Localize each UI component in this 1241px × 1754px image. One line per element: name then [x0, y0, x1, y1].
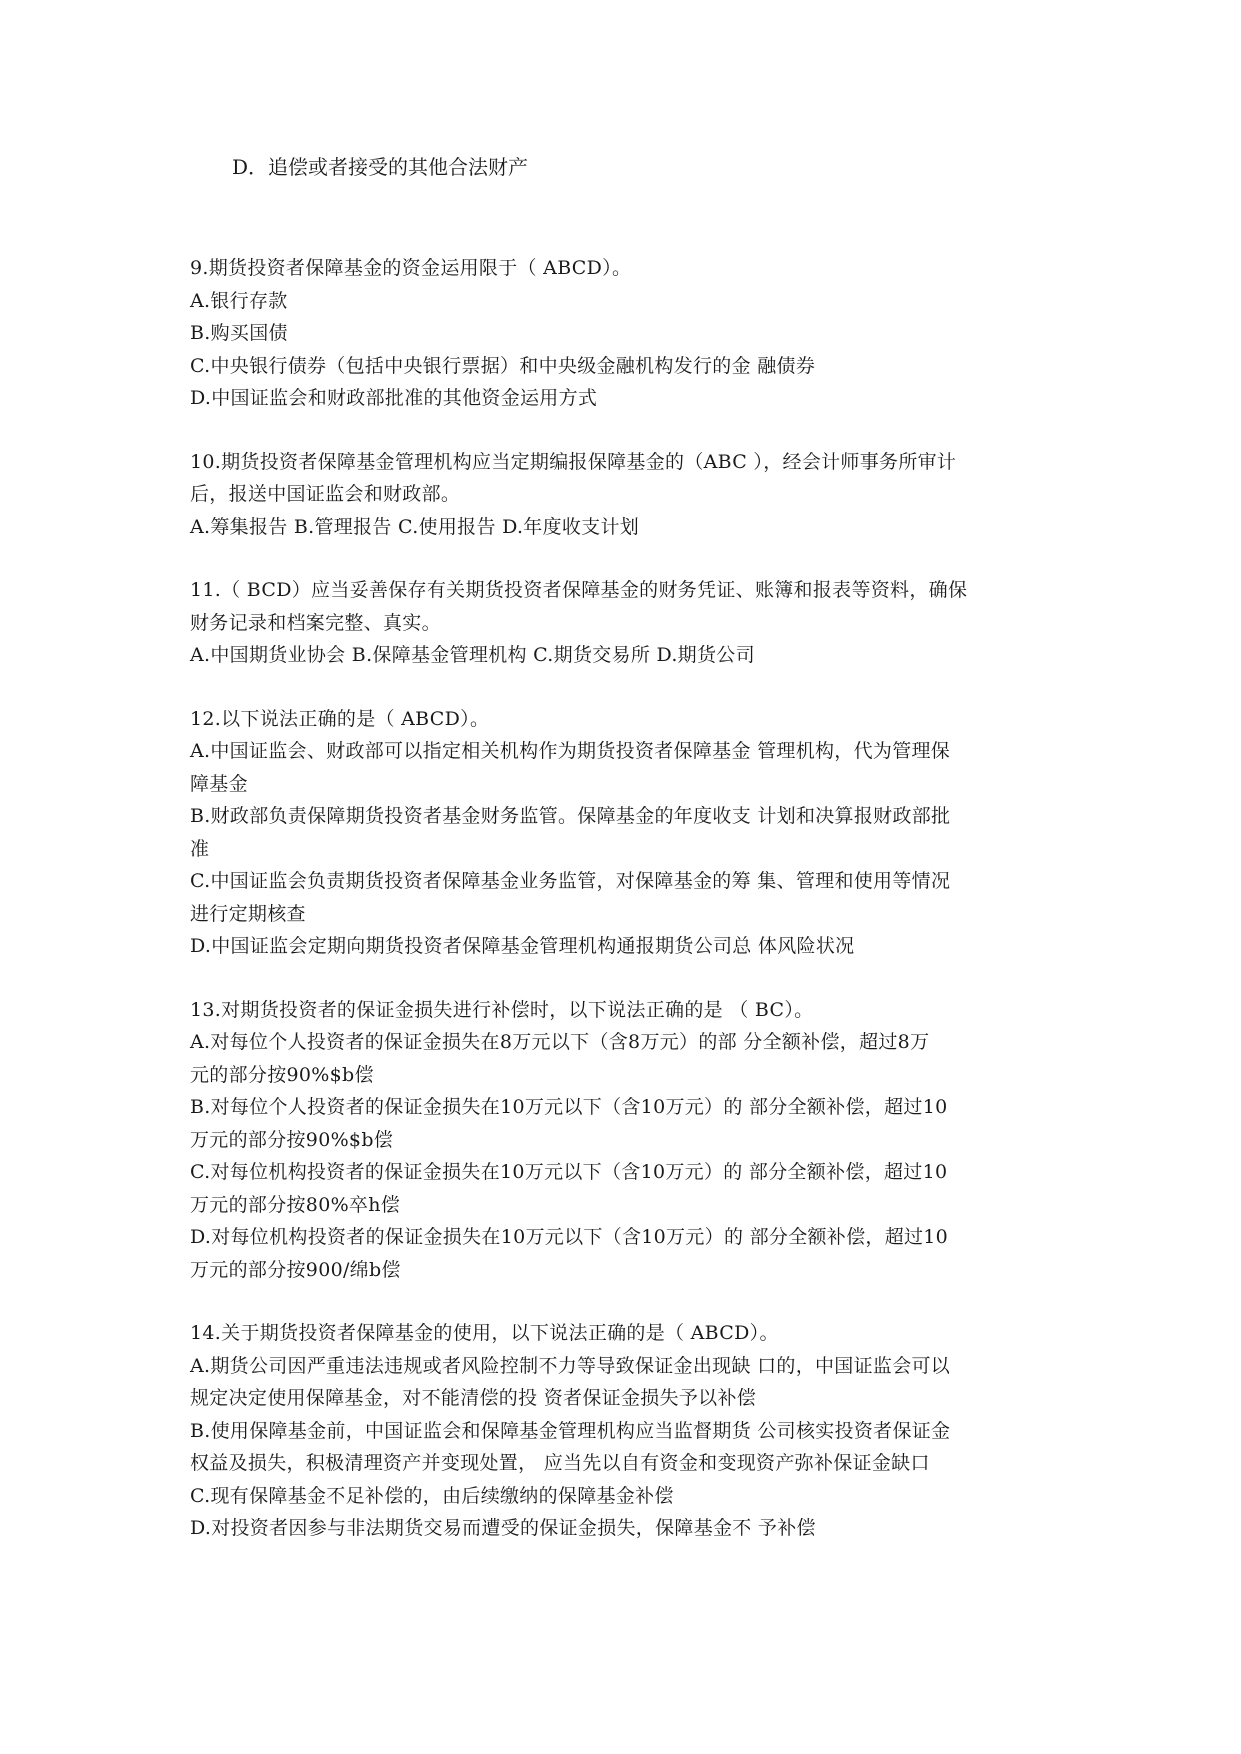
option-text: C.对每位机构投资者的保证金损失在10万元以下（含10万元）的 部分全额补偿，超过10	[190, 1161, 948, 1183]
question-text: 10.期货投资者保障基金管理机构应当定期编报保障基金的（ABC ），经会计师事务所审计	[190, 450, 957, 473]
question-block	[190, 994, 1070, 1287]
question-block	[190, 574, 1070, 672]
question-block	[190, 1317, 1070, 1545]
option-text: D.对每位机构投资者的保证金损失在10万元以下（含10万元）的 部分全额补偿，超过10	[190, 1226, 949, 1248]
option-text: 元的部分按90%$b偿	[190, 1063, 374, 1086]
option-text: B.购买国债	[190, 322, 288, 344]
option-text: 财务记录和档案完整、真实。	[190, 611, 441, 634]
option-text: 万元的部分按90%$b偿	[190, 1128, 394, 1151]
option-text: 障基金	[190, 772, 248, 795]
option-text: D.对投资者因参与非法期货交易而遭受的保证金损失，保障基金不 予补偿	[190, 1517, 816, 1539]
option-text: D.中国证监会定期向期货投资者保障基金管理机构通报期货公司总 体风险状况	[190, 935, 855, 957]
option-text: A.筹集报告 B.管理报告 C.使用报告 D.年度收支计划	[190, 515, 640, 538]
option-text: C.中国证监会负责期货投资者保障基金业务监管，对保障基金的筹 集、管理和使用等情况	[190, 870, 951, 892]
option-text: A.中国证监会、财政部可以指定相关机构作为期货投资者保障基金 管理机构，代为管理保	[190, 740, 951, 762]
option-text: A.期货公司因严重违法违规或者风险控制不力等导致保证金出现缺 口的，中国证监会可以	[190, 1354, 951, 1377]
option-text: A.对每位个人投资者的保证金损失在8万元以下（含8万元）的部 分全额补偿，超过8万	[190, 1031, 930, 1053]
option-text: 准	[190, 837, 210, 860]
question-list	[190, 252, 1070, 1576]
option-text: 权益及损失，积极清理资产并变现处置， 应当先以自有资金和变现资产弥补保证金缺口	[190, 1452, 930, 1474]
option-text: B.对每位个人投资者的保证金损失在10万元以下（含10万元）的 部分全额补偿，超过10	[190, 1096, 948, 1118]
question-text: 9.期货投资者保障基金的资金运用限于（ ABCD）。	[190, 257, 632, 279]
option-text: 后，报送中国证监会和财政部。	[190, 483, 461, 505]
option-text: 万元的部分按80%卒h偿	[190, 1193, 401, 1216]
option-text: B.财政部负责保障期货投资者基金财务监管。保障基金的年度收支 计划和决算报财政部批	[190, 805, 951, 827]
option-text: B.使用保障基金前，中国证监会和保障基金管理机构应当监督期货 公司核实投资者保证金	[190, 1419, 951, 1442]
question-block	[190, 252, 1070, 415]
option-text: 规定决定使用保障基金，对不能清偿的投 资者保证金损失予以补偿	[190, 1387, 757, 1409]
question-text: 12.以下说法正确的是（ ABCD）。	[190, 707, 490, 730]
option-text: C.现有保障基金不足补偿的，由后续缴纳的保障基金补偿	[190, 1484, 674, 1507]
question-block	[190, 446, 1070, 544]
question-text: 11.（ BCD）应当妥善保存有关期货投资者保障基金的财务凭证、账簿和报表等资料，确保	[190, 579, 968, 601]
lead-option-text: D．追偿或者接受的其他合法财产	[232, 155, 529, 179]
question-text: 13.对期货投资者的保证金损失进行补偿时，以下说法正确的是 （ BC）。	[190, 998, 814, 1021]
question-text: 14.关于期货投资者保障基金的使用，以下说法正确的是（ ABCD）。	[190, 1322, 779, 1344]
option-text: A.银行存款	[190, 289, 288, 312]
option-text: 万元的部分按900/绵b偿	[190, 1258, 401, 1281]
option-text: 进行定期核查	[190, 902, 306, 925]
question-block	[190, 703, 1070, 963]
option-text: A.中国期货业协会 B.保障基金管理机构 C.期货交易所 D.期货公司	[190, 644, 755, 666]
option-text: D.中国证监会和财政部批准的其他资金运用方式	[190, 387, 598, 409]
option-text: C.中央银行债券（包括中央银行票据）和中央级金融机构发行的金 融债券	[190, 354, 816, 377]
